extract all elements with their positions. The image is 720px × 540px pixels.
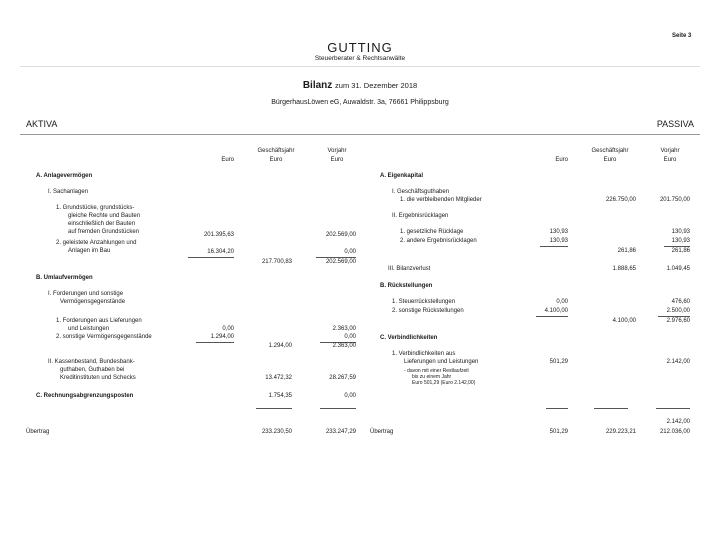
passiva-c-heading: C. Verbindlichkeiten <box>380 335 438 341</box>
col-gj-right-2: Euro <box>603 157 617 163</box>
passiva-a2-prior-underline <box>664 246 690 247</box>
firm-name: GUTTING <box>327 40 393 55</box>
aktiva-sum-rule <box>256 408 292 409</box>
aktiva-b1-prior-total: 2.363,00 <box>332 343 356 349</box>
aktiva-a1-2-line2: Anlagen im Bau <box>68 248 111 254</box>
aktiva-b-heading: B. Umlaufvermögen <box>36 275 93 281</box>
passiva-a2-label: II. Ergebnisrücklagen <box>392 213 449 219</box>
aktiva-a-prior-total: 202.569,00 <box>325 259 356 265</box>
aktiva-a1-1-line1: 1. Grundstücke, grundstücks- <box>56 205 135 211</box>
aktiva-carryover-prior: 233.247,29 <box>325 429 356 435</box>
aktiva-b1-2-prior: 0,00 <box>344 334 356 340</box>
aktiva-a1-2-value: 16.304,20 <box>207 249 234 255</box>
passiva-b-prior-underline <box>658 316 690 317</box>
aktiva-a1-2-line1: 2. geleistete Anzahlungen und <box>56 240 137 246</box>
top-rule <box>20 134 700 135</box>
passiva-c1-note-2: bis zu einem Jahr <box>412 374 452 380</box>
passiva-a1-1-prior: 201.750,00 <box>659 197 690 203</box>
passiva-a2-1-prior: 130,93 <box>671 229 690 235</box>
aktiva-c-prior: 0,00 <box>344 393 356 399</box>
aktiva-sum-rule-prior <box>320 408 356 409</box>
passiva-a3-label: III. Bilanzverlust <box>388 266 431 272</box>
passiva-a1-1-value: 226.750,00 <box>605 197 636 203</box>
aktiva-heading: AKTIVA <box>26 119 58 129</box>
passiva-b-heading: B. Rückstellungen <box>380 283 433 289</box>
aktiva-c-heading: C. Rechnungsabgrenzungsposten <box>36 393 134 399</box>
aktiva-c-total: 1.754,35 <box>268 393 292 399</box>
aktiva-b2-total: 13.472,32 <box>265 375 292 381</box>
passiva-a3-prior: 1.049,45 <box>666 266 690 272</box>
passiva-a1-label: I. Geschäftsguthaben <box>392 189 450 195</box>
passiva-b-total: 4.100,00 <box>612 318 636 324</box>
aktiva-b1-2-value: 1.294,00 <box>210 334 234 340</box>
passiva-carryover-total: 229.223,21 <box>605 429 636 435</box>
passiva-b1-prior: 476,60 <box>671 299 690 305</box>
passiva-carryover-prior: 212.036,00 <box>659 429 690 435</box>
passiva-a2-2-label: 2. andere Ergebnisrücklagen <box>400 238 477 244</box>
aktiva-b1-total: 1.294,00 <box>268 343 292 349</box>
passiva-sum-rule-2 <box>594 408 628 409</box>
passiva-a2-total: 261,86 <box>617 248 636 254</box>
company-address: BürgerhausLöwen eG, Auwaldstr. 3a, 76661 Philippsburg <box>271 99 449 106</box>
aktiva-b1-underline <box>196 342 234 343</box>
aktiva-b1-1-prior: 2.363,00 <box>332 326 356 332</box>
col-gj-left-1: Geschäftsjahr <box>257 148 295 154</box>
title-main: Bilanz <box>302 80 333 91</box>
aktiva-b1-line1: I. Forderungen und sonstige <box>48 291 124 297</box>
passiva-c1-prior: 2.142,00 <box>666 359 690 365</box>
page-number: Seite 3 <box>672 33 692 39</box>
aktiva-a1-prior-underline <box>316 257 356 258</box>
passiva-c1-note-1: - davon mit einer Restlaufzeit <box>404 368 469 374</box>
passiva-a2-2-value: 130,93 <box>549 238 568 244</box>
passiva-b2-label: 2. sonstige Rückstellungen <box>392 308 464 314</box>
aktiva-a-heading: A. Anlagevermögen <box>36 173 93 179</box>
aktiva-a1-1-line4: auf fremden Grundstücken <box>68 229 140 235</box>
aktiva-b2-line1: II. Kassenbestand, Bundesbank- <box>48 359 135 365</box>
aktiva-b1-1-line1: 1. Forderungen aus Lieferungen <box>56 318 142 324</box>
col-euro-right: Euro <box>555 157 568 163</box>
aktiva-a-total: 217.700,83 <box>261 259 292 265</box>
aktiva-b2-line3: Kreditinstituten und Schecks <box>60 375 136 381</box>
passiva-b2-value: 4.100,00 <box>544 308 568 314</box>
passiva-carryover-value: 501,29 <box>549 429 568 435</box>
firm-subtitle: Steuerberater & Rechtsanwälte <box>314 55 406 62</box>
aktiva-a1-2-prior: 0,00 <box>344 249 356 255</box>
col-vj-right-2: Euro <box>663 157 677 163</box>
col-gj-right-1: Geschäftsjahr <box>591 148 629 154</box>
col-vj-left-1: Vorjahr <box>327 148 347 154</box>
aktiva-b1-1-value: 0,00 <box>222 326 234 332</box>
aktiva-a1-1-line3: einschließlich der Bauten <box>68 221 136 227</box>
aktiva-b1-2-label: 2. sonstige Vermögensgegenstände <box>56 334 152 340</box>
aktiva-b2-prior: 28.267,59 <box>329 375 356 381</box>
title-rest: zum 31. Dezember 2018 <box>335 81 418 90</box>
passiva-carryover-label: Übertrag <box>370 429 394 435</box>
document-title <box>200 80 520 91</box>
col-gj-left-2: Euro <box>269 157 283 163</box>
passiva-a2-underline <box>540 246 568 247</box>
passiva-c-prior-total: 2.142,00 <box>666 419 690 425</box>
aktiva-a1-underline <box>188 257 234 258</box>
passiva-c1-value: 501,29 <box>549 359 568 365</box>
passiva-b2-prior: 2.500,00 <box>666 308 690 314</box>
aktiva-b1-line2: Vermögensgegenstände <box>60 299 126 305</box>
aktiva-carryover-label: Übertrag <box>26 429 50 435</box>
passiva-a2-prior-total: 261,86 <box>671 248 690 254</box>
aktiva-a1-label: I. Sachanlagen <box>48 189 89 195</box>
passiva-b1-label: 1. Steuerrückstellungen <box>392 299 456 305</box>
passiva-b-prior-total: 2.976,60 <box>666 318 690 324</box>
passiva-c1-line2: Lieferungen und Leistungen <box>404 359 479 365</box>
aktiva-b2-line2: guthaben, Guthaben bei <box>60 367 125 373</box>
passiva-c1-line1: 1. Verbindlichkeiten aus <box>392 351 456 357</box>
passiva-a-heading: A. Eigenkapital <box>380 173 424 179</box>
passiva-a2-1-label: 1. gesetzliche Rücklage <box>400 229 464 235</box>
passiva-heading: PASSIVA <box>656 119 694 129</box>
passiva-b1-value: 0,00 <box>556 299 568 305</box>
aktiva-a1-1-line2: gleiche Rechte und Bauten <box>68 213 141 219</box>
passiva-a2-2-prior: 130,93 <box>671 238 690 244</box>
passiva-b-underline <box>536 316 568 317</box>
aktiva-a1-1-value: 201.395,63 <box>203 232 234 238</box>
aktiva-a1-1-prior: 202.569,00 <box>325 232 356 238</box>
passiva-a1-1-label: 1. die verbleibenden Mitglieder <box>400 197 482 203</box>
aktiva-carryover-total: 233.230,50 <box>261 429 292 435</box>
passiva-a2-1-value: 130,93 <box>549 229 568 235</box>
header-divider <box>20 66 700 67</box>
passiva-a3-value: 1.888,65 <box>612 266 636 272</box>
col-vj-right-1: Vorjahr <box>660 148 680 154</box>
passiva-sum-rule-1 <box>546 408 568 409</box>
passiva-sum-rule-3 <box>656 408 690 409</box>
col-vj-left-2: Euro <box>330 157 344 163</box>
aktiva-b1-1-line2: und Leistungen <box>68 326 110 332</box>
passiva-c1-note-3: Euro 501,29 (Euro 2.142,00) <box>412 380 476 386</box>
col-euro-left: Euro <box>221 157 234 163</box>
